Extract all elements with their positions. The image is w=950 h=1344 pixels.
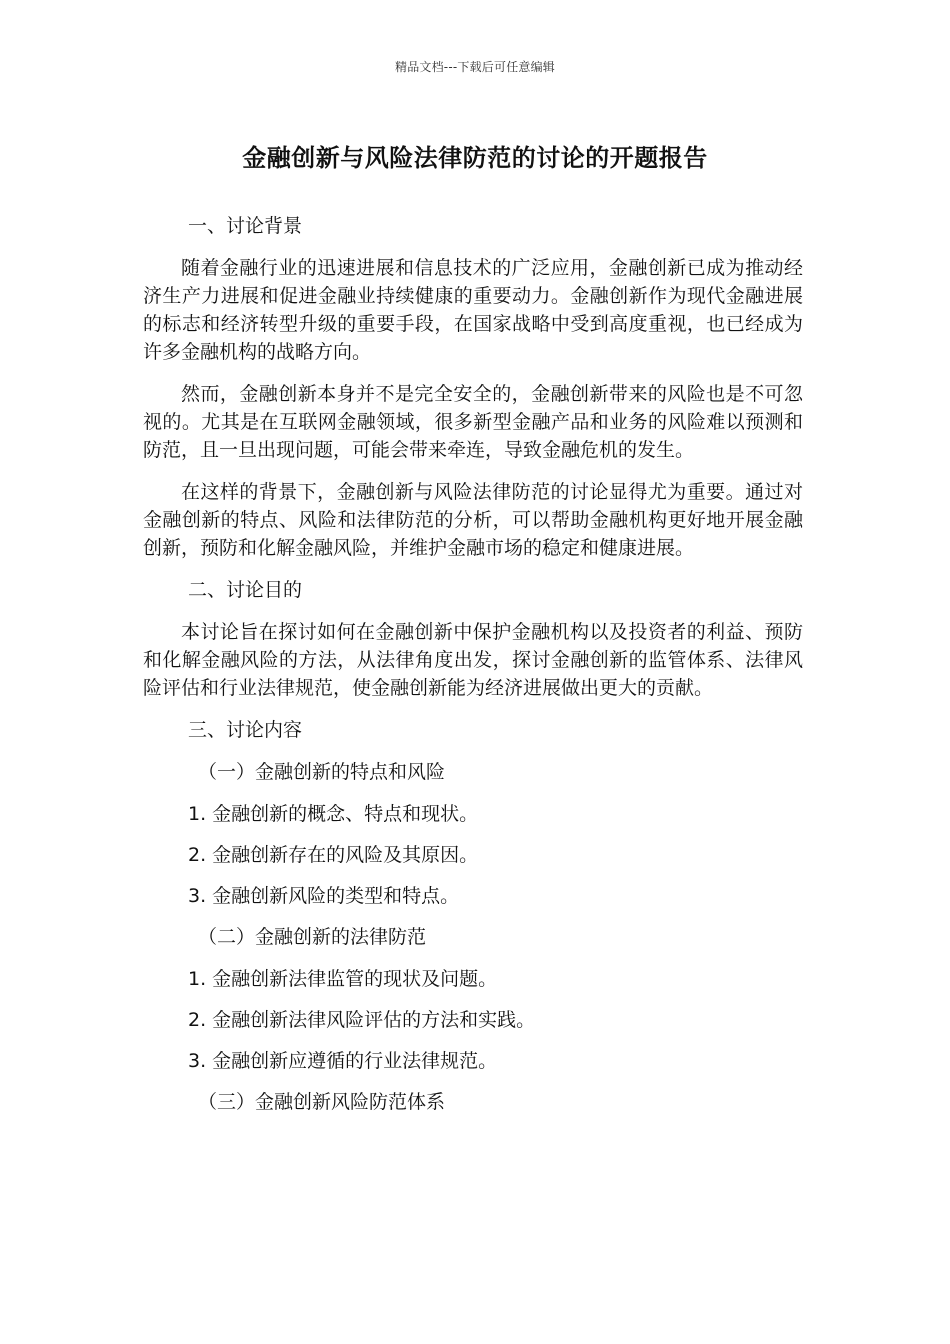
paragraph: 本讨论旨在探讨如何在金融创新中保护金融机构以及投资者的利益、预防和化解金融风险的方法，从法律角度出发，探讨金融创新的监管体系、法律风险评估和行业法律规范，使金融创新能为经济进展做出更大的贡献。 (143, 621, 803, 699)
section-heading-purpose: 二、讨论目的 (188, 579, 303, 601)
subsection-heading: （一）金融创新的特点和风险 (198, 761, 446, 783)
paragraph: 然而，金融创新本身并不是完全安全的，金融创新带来的风险也是不可忽视的。尤其是在互联网金融领域，很多新型金融产品和业务的风险难以预测和防范，且一旦出现问题，可能会带来牵连，导致金融危机的发生。 (143, 383, 803, 461)
list-item: 1. 金融创新法律监管的现状及问题。 (188, 968, 498, 990)
list-item: 3. 金融创新应遵循的行业法律规范。 (188, 1050, 498, 1072)
document-body (143, 212, 803, 1130)
section-heading-background: 一、讨论背景 (188, 215, 303, 237)
section-heading-content: 三、讨论内容 (188, 719, 303, 741)
list-item: 2. 金融创新存在的风险及其原因。 (188, 844, 479, 866)
paragraph: 在这样的背景下，金融创新与风险法律防范的讨论显得尤为重要。通过对金融创新的特点、风险和法律防范的分析，可以帮助金融机构更好地开展金融创新，预防和化解金融风险，并维护金融市场的稳定和健康进展。 (143, 481, 803, 559)
paragraph: 随着金融行业的迅速进展和信息技术的广泛应用，金融创新已成为推动经济生产力进展和促进金融业持续健康的重要动力。金融创新作为现代金融进展的标志和经济转型升级的重要手段，在国家战略中受到高度重视，也已经成为许多金融机构的战略方向。 (143, 257, 803, 363)
list-item: 3. 金融创新风险的类型和特点。 (188, 885, 460, 907)
list-item: 1. 金融创新的概念、特点和现状。 (188, 803, 479, 825)
header-note: 精品文档---下载后可任意编辑 (395, 60, 555, 74)
list-item: 2. 金融创新法律风险评估的方法和实践。 (188, 1009, 536, 1031)
subsection-heading: （三）金融创新风险防范体系 (198, 1091, 446, 1113)
document-title: 金融创新与风险法律防范的讨论的开题报告 (242, 144, 708, 172)
subsection-heading: （二）金融创新的法律防范 (198, 926, 427, 948)
